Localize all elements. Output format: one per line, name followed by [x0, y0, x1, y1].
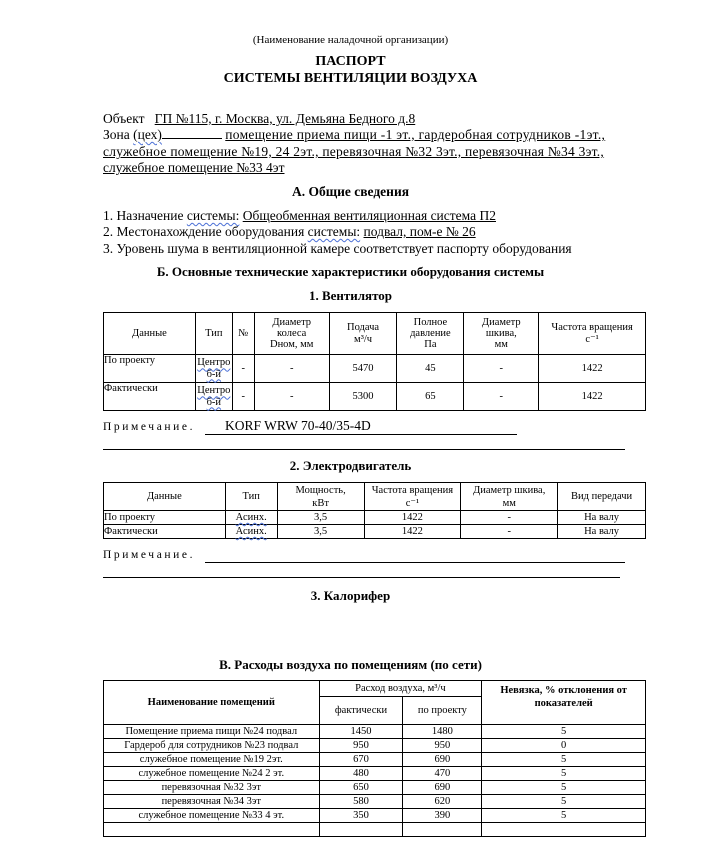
row-drive: На валу [558, 525, 646, 539]
mfreq-line-1: Частота вращения [371, 484, 454, 496]
fan-col-pressure [397, 313, 464, 355]
fan-table [103, 312, 646, 411]
row-room: перевязочная №32 3эт [104, 781, 320, 795]
object-value: ГП №115, г. Москва, ул. Демьяна Бедного д.8 [154, 111, 416, 126]
fan-col-num: № [232, 313, 254, 355]
airflow-col-design: по проекту [403, 697, 482, 725]
row-actual: 950 [319, 739, 403, 753]
row-type [195, 383, 232, 411]
empty-cell [403, 823, 482, 837]
type-line-2: б-й [206, 368, 222, 380]
empty-cell [104, 823, 320, 837]
airflow-col-actual: фактически [319, 697, 403, 725]
pulley-line-1: Диаметр [481, 316, 521, 328]
type-line-1: Центро [197, 385, 231, 397]
fan-title: 1. Вентилятор [308, 288, 393, 303]
type-line-2: б-й [206, 396, 222, 408]
fan-note-underline [205, 434, 517, 435]
row-drive: На валу [558, 511, 646, 525]
row-diameter: - [254, 383, 329, 411]
row-diameter: - [254, 355, 329, 383]
mfreq-line-2: с⁻¹ [405, 497, 420, 509]
motor-col-data: Данные [104, 483, 226, 511]
table-row [104, 739, 646, 753]
item-1-prefix: 1. Назначение [103, 208, 184, 223]
doc-title: ПАСПОРТ [315, 54, 386, 69]
airflow-table [103, 680, 646, 837]
row-pulley: - [461, 525, 558, 539]
motor-col-type: Тип [225, 483, 277, 511]
row-room: служебное помещение №24 2 эт. [104, 767, 320, 781]
object-label: Объект [103, 111, 145, 126]
press-line-1: Полное [413, 316, 448, 328]
fan-col-diameter [254, 313, 329, 355]
section-a-item-2 [103, 224, 476, 240]
row-type: Асинх. [225, 511, 277, 525]
section-b-title: Б. Основные технические характеристики оборудования системы [156, 264, 545, 279]
zone-value-2: служебное помещение №19, 24 2эт., перевязочная №32 3эт., перевязочная №34 3эт., [103, 144, 605, 159]
motor-note-label: Примечание. [103, 549, 196, 561]
row-design: 1480 [403, 725, 482, 739]
heater-title: 3. Калорифер [310, 588, 391, 603]
power-line-2: кВт [312, 497, 329, 509]
object-line [103, 111, 415, 127]
row-deviation: 0 [482, 739, 646, 753]
row-num: - [232, 355, 254, 383]
table-row [104, 795, 646, 809]
row-deviation: 5 [482, 767, 646, 781]
motor-col-pulley [461, 483, 558, 511]
airflow-col-room: Наименование помещений [104, 681, 320, 725]
row-design: 620 [403, 795, 482, 809]
row-pulley: - [461, 511, 558, 525]
table-row [104, 525, 646, 539]
table-row-empty [104, 823, 646, 837]
row-frequency: 1422 [539, 355, 646, 383]
airflow-header-row-1 [104, 681, 646, 697]
fan-col-pulley [464, 313, 539, 355]
row-label: По проекту [104, 355, 196, 383]
row-label: Фактически [104, 383, 196, 411]
diam-line-1: Диаметр [272, 316, 312, 328]
motor-col-power [277, 483, 364, 511]
fan-note-line-2 [103, 449, 625, 450]
fan-note-label: Примечание. [103, 421, 196, 433]
power-line-1: Мощность, [295, 484, 346, 496]
section-v-title: В. Расходы воздуха по помещениям (по сети) [219, 657, 482, 672]
row-design: 690 [403, 753, 482, 767]
motor-col-drive: Вид передачи [558, 483, 646, 511]
row-deviation: 5 [482, 781, 646, 795]
row-label: По проекту [104, 511, 226, 525]
row-label: Фактически [104, 525, 226, 539]
fan-col-flow [329, 313, 397, 355]
motor-header-row [104, 483, 646, 511]
row-frequency: 1422 [364, 525, 461, 539]
fan-col-frequency [539, 313, 646, 355]
item-2-word: системы: [307, 224, 361, 239]
row-design: 690 [403, 781, 482, 795]
zone-value-3: служебное помещение №33 4эт [103, 160, 285, 175]
row-power: 3,5 [277, 511, 364, 525]
row-design: 390 [403, 809, 482, 823]
zone-line-1 [103, 127, 605, 143]
type-line-1: Центро [197, 357, 231, 369]
freq-line-2: с⁻¹ [585, 333, 599, 345]
fan-note-value: KORF WRW 70-40/35-4D [225, 418, 371, 433]
row-frequency: 1422 [364, 511, 461, 525]
row-design: 470 [403, 767, 482, 781]
row-design: 950 [403, 739, 482, 753]
fan-col-data: Данные [104, 313, 196, 355]
row-room: служебное помещение №19 2эт. [104, 753, 320, 767]
item-1-value: Общеобменная вентиляционная система П2 [242, 208, 496, 223]
row-flow: 5300 [329, 383, 397, 411]
row-flow: 5470 [329, 355, 397, 383]
row-deviation: 5 [482, 809, 646, 823]
row-pressure: 65 [397, 383, 464, 411]
pulley-line-2: шкива, [485, 327, 517, 339]
diam-line-3: Dном, мм [269, 339, 314, 350]
table-row [104, 383, 646, 411]
row-actual: 350 [319, 809, 403, 823]
row-power: 3,5 [277, 525, 364, 539]
zone-shop-label: (цех) [133, 127, 162, 142]
doc-subtitle: СИСТЕМЫ ВЕНТИЛЯЦИИ ВОЗДУХА [223, 71, 478, 86]
table-row [104, 511, 646, 525]
press-line-3: Па [424, 339, 437, 350]
deviation-line-1: Невязка, % отклонения от [500, 685, 627, 696]
org-caption: (Наименование наладочной организации) [252, 34, 449, 46]
fan-col-type: Тип [195, 313, 232, 355]
motor-table [103, 482, 646, 539]
table-row [104, 355, 646, 383]
row-actual: 670 [319, 753, 403, 767]
row-deviation: 5 [482, 725, 646, 739]
table-row [104, 809, 646, 823]
table-row [104, 781, 646, 795]
row-num: - [232, 383, 254, 411]
row-actual: 650 [319, 781, 403, 795]
empty-cell [319, 823, 403, 837]
row-pulley: - [464, 355, 539, 383]
pulley-line-3: мм [494, 339, 508, 350]
row-actual: 480 [319, 767, 403, 781]
section-a-item-3: 3. Уровень шума в вентиляционной камере соответствует паспорту оборудования [103, 241, 572, 256]
item-2-prefix: 2. Местонахождение оборудования [103, 224, 305, 239]
table-row [104, 753, 646, 767]
row-actual: 580 [319, 795, 403, 809]
flow-line-1: Подача [347, 322, 380, 334]
fan-header-row [104, 313, 646, 355]
flow-line-2: м³/ч [354, 333, 373, 345]
row-room: Помещение приема пищи №24 подвал [104, 725, 320, 739]
diam-line-2: колеса [277, 327, 307, 339]
table-row [104, 725, 646, 739]
zone-value-1: помещение приема пищи -1 эт., гардеробная сотрудников -1эт., [225, 127, 606, 142]
row-frequency: 1422 [539, 383, 646, 411]
motor-title: 2. Электродвигатель [289, 458, 412, 473]
mpulley-line-2: мм [502, 497, 516, 509]
freq-line-1: Частота вращения [551, 322, 633, 334]
row-type [195, 355, 232, 383]
row-type: Асинх. [225, 525, 277, 539]
row-deviation: 5 [482, 753, 646, 767]
press-line-2: давление [410, 327, 451, 339]
row-actual: 1450 [319, 725, 403, 739]
row-pressure: 45 [397, 355, 464, 383]
mpulley-line-1: Диаметр шкива, [473, 484, 546, 496]
airflow-col-deviation [482, 681, 646, 725]
row-room: Гардероб для сотрудников №23 подвал [104, 739, 320, 753]
deviation-line-2: показателей [534, 698, 593, 709]
row-deviation: 5 [482, 795, 646, 809]
item-2-value: подвал, пом-е № 26 [363, 224, 476, 239]
section-a-item-1 [103, 208, 496, 224]
motor-note-line-2 [103, 577, 620, 578]
row-pulley: - [464, 383, 539, 411]
empty-cell [482, 823, 646, 837]
zone-label: Зона [103, 127, 130, 142]
section-a-title: А. Общие сведения [291, 184, 410, 199]
row-room: служебное помещение №33 4 эт. [104, 809, 320, 823]
motor-col-frequency [364, 483, 461, 511]
airflow-col-flow-group: Расход воздуха, м³/ч [319, 681, 482, 697]
motor-note-underline [205, 562, 625, 563]
table-row [104, 767, 646, 781]
row-room: перевязочная №34 3эт [104, 795, 320, 809]
item-1-word: системы: [186, 208, 240, 223]
